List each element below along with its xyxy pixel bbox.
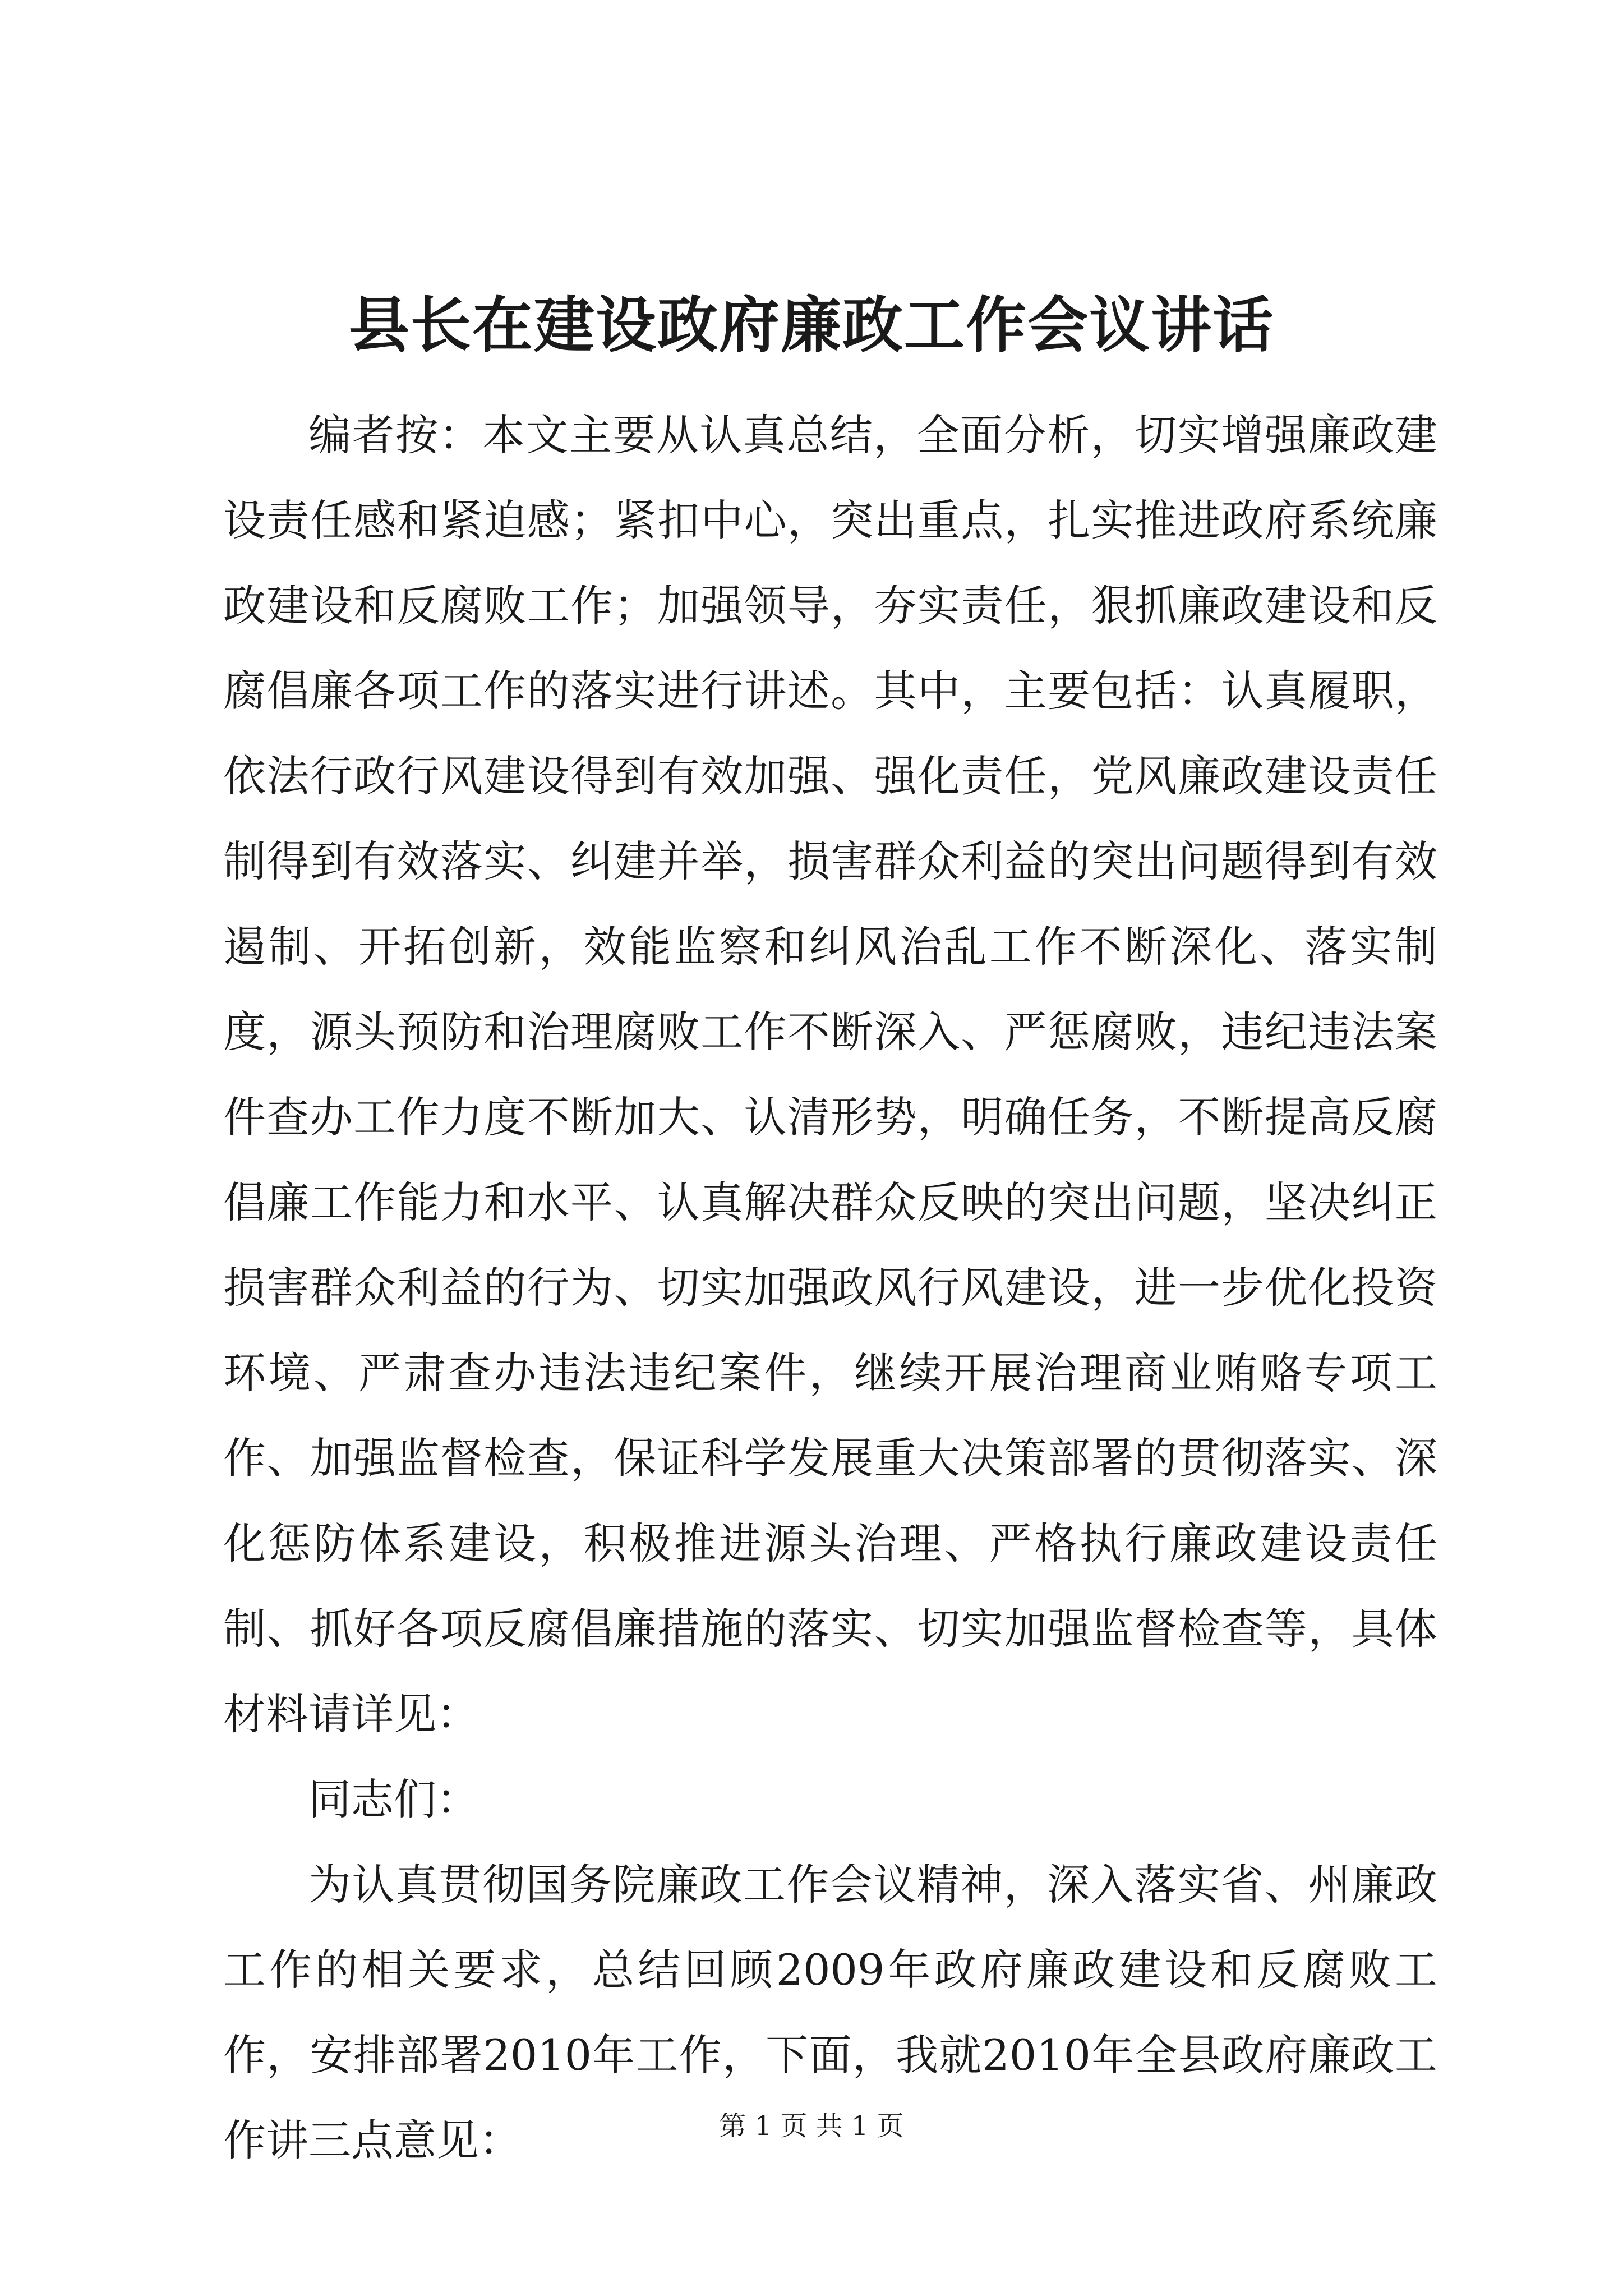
salutation-paragraph: 同志们： [308,1774,479,1824]
document-body [223,393,1437,2183]
intro-paragraph: 为认真贯彻国务院廉政工作会议精神，深入落实省、州廉政工作的相关要求，总结回顾2009年政府廉政建设和反腐败工作，安排部署2010年工作，下面，我就2010年全县政府廉政工作讲三点意见： [223,1860,1437,2165]
document-title: 县长在建设政府廉政工作会议讲话 [348,290,1274,361]
page-number-footer: 第 1 页 共 1 页 [719,2110,904,2142]
editor-note-paragraph: 编者按：本文主要从认真总结，全面分析，切实增强廉政建设责任感和紧迫感；紧扣中心，突出重点，扎实推进政府系统廉政建设和反腐败工作；加强领导，夯实责任，狠抓廉政建设和反腐倡廉各项工作的落实进行讲述。其中，主要包括：认真履职，依法行政行风建设得到有效加强、强化责任，党风廉政建设责任制得到有效落实、纠建并举，损害群众利益的突出问题得到有效遏制、开拓创新，效能监察和纠风治乱工作不断深化、落实制度，源头预防和治理腐败工作不断深入、严惩腐败，违纪违法案件查办工作力度不断加大、认清形势，明确任务，不断提高反腐倡廉工作能力和水平、认真解决群众反映的突出问题，坚决纠正损害群众利益的行为、切实加强政风行风建设，进一步优化投资环境、严肃查办违法违纪案件，继续开展治理商业贿赂专项工作、加强监督检查，保证科学发展重大决策部署的贯彻落实、深化惩防体系建设，积极推进源头治理、严格执行廉政建设责任制、抓好各项反腐倡廉措施的落实、切实加强监督检查等，具体材料请详见： [223,410,1437,1739]
